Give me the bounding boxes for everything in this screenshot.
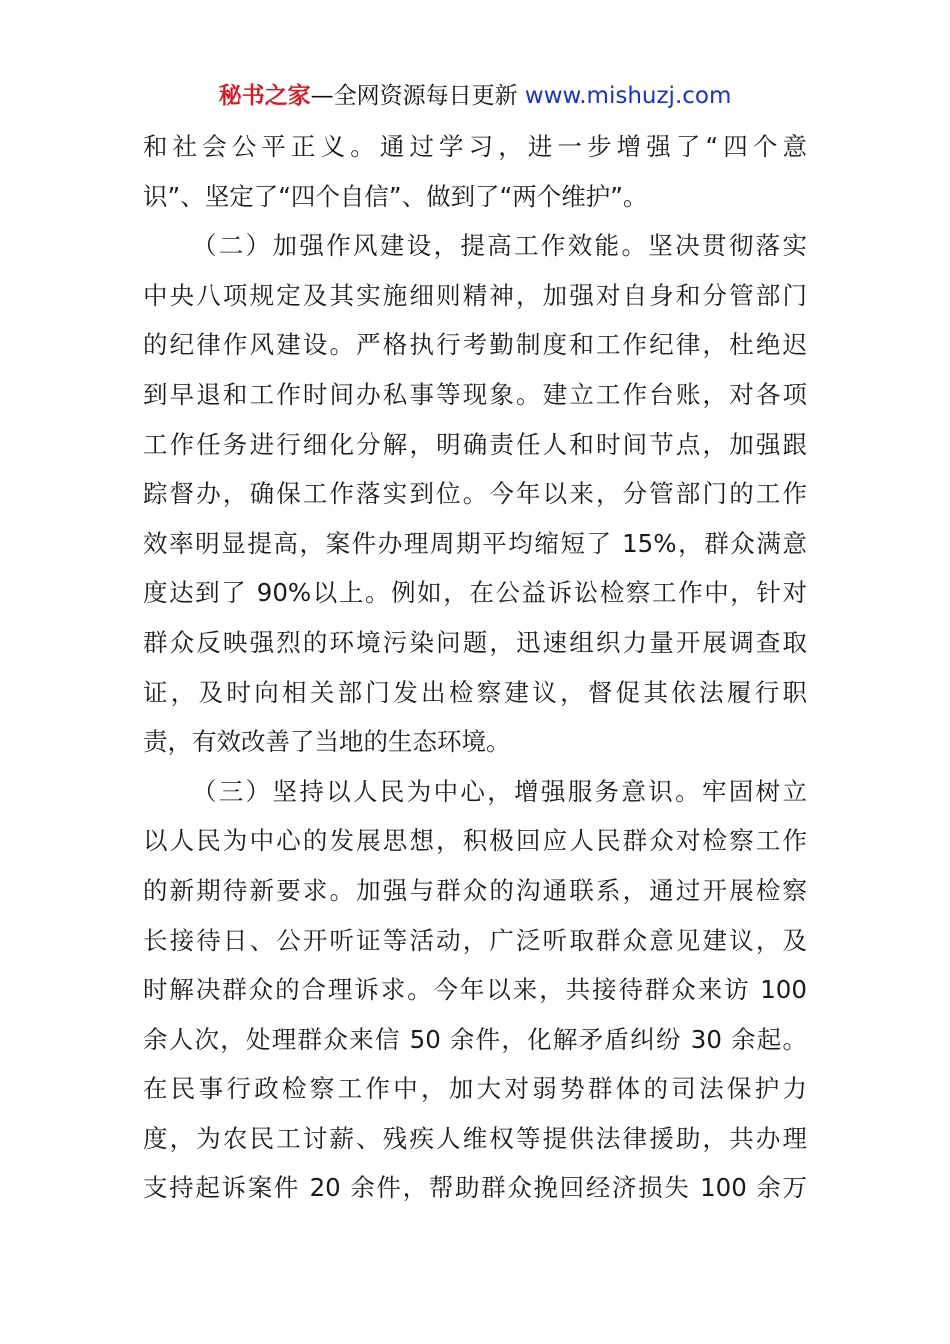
text-line: 和社会公平正义。通过学习，进一步增强了“四个意 (143, 132, 807, 161)
text-line: 的纪律作风建设。严格执行考勤制度和工作纪律，杜绝迟 (143, 330, 807, 360)
site-header (0, 80, 950, 112)
text-line: 在民事行政检察工作中，加大对弱势群体的司法保护力 (143, 1074, 807, 1104)
text-line: 度达到了 90%以上。例如，在公益诉讼检察工作中，针对 (143, 578, 807, 608)
text-line: 工作任务进行细化分解，明确责任人和时间节点，加强跟 (143, 429, 807, 459)
paragraph-heading-line: （三）坚持以人民为中心，增强服务意识。牢固树立 (192, 776, 807, 806)
text-line: 效率明显提高，案件办理周期平均缩短了 15%，群众满意 (143, 528, 807, 558)
paragraph-heading-line: （二）加强作风建设，提高工作效能。坚决贯彻落实 (192, 231, 807, 261)
text-line: 支持起诉案件 20 余件，帮助群众挽回经济损失 100 余万 (143, 1173, 807, 1203)
header-tagline: —全网资源每日更新 (310, 83, 518, 109)
text-line: 度，为农民工讨薪、残疾人维权等提供法律援助，共办理 (143, 1123, 807, 1153)
text-line: 证，及时向相关部门发出检察建议，督促其依法履行职 (143, 677, 807, 707)
text-line: 的新期待新要求。加强与群众的沟通联系，通过开展检察 (143, 875, 807, 905)
text-line: 长接待日、公开听证等活动，广泛听取群众意见建议，及 (143, 925, 807, 955)
text-line: 踪督办，确保工作落实到位。今年以来，分管部门的工作 (143, 479, 807, 509)
text-line: 时解决群众的合理诉求。今年以来，共接待群众来访 100 (143, 975, 807, 1005)
document-body (143, 122, 807, 1213)
text-line: 以人民为中心的发展思想，积极回应人民群众对检察工作 (143, 826, 807, 856)
text-line: 中央八项规定及其实施细则精神，加强对自身和分管部门 (143, 280, 807, 310)
text-line: 识”、坚定了“四个自信”、做到了“两个维护”。 (143, 181, 648, 211)
text-line: 群众反映强烈的环境污染问题，迅速组织力量开展调查取 (143, 627, 807, 657)
site-url-link[interactable]: www.mishuzj.com (524, 83, 732, 109)
text-line: 到早退和工作时间办私事等现象。建立工作台账，对各项 (143, 379, 807, 409)
text-line: 余人次，处理群众来信 50 余件，化解矛盾纠纷 30 余起。 (143, 1024, 807, 1054)
brand-name: 秘书之家 (218, 83, 311, 109)
text-line: 责，有效改善了当地的生态环境。 (143, 727, 511, 757)
